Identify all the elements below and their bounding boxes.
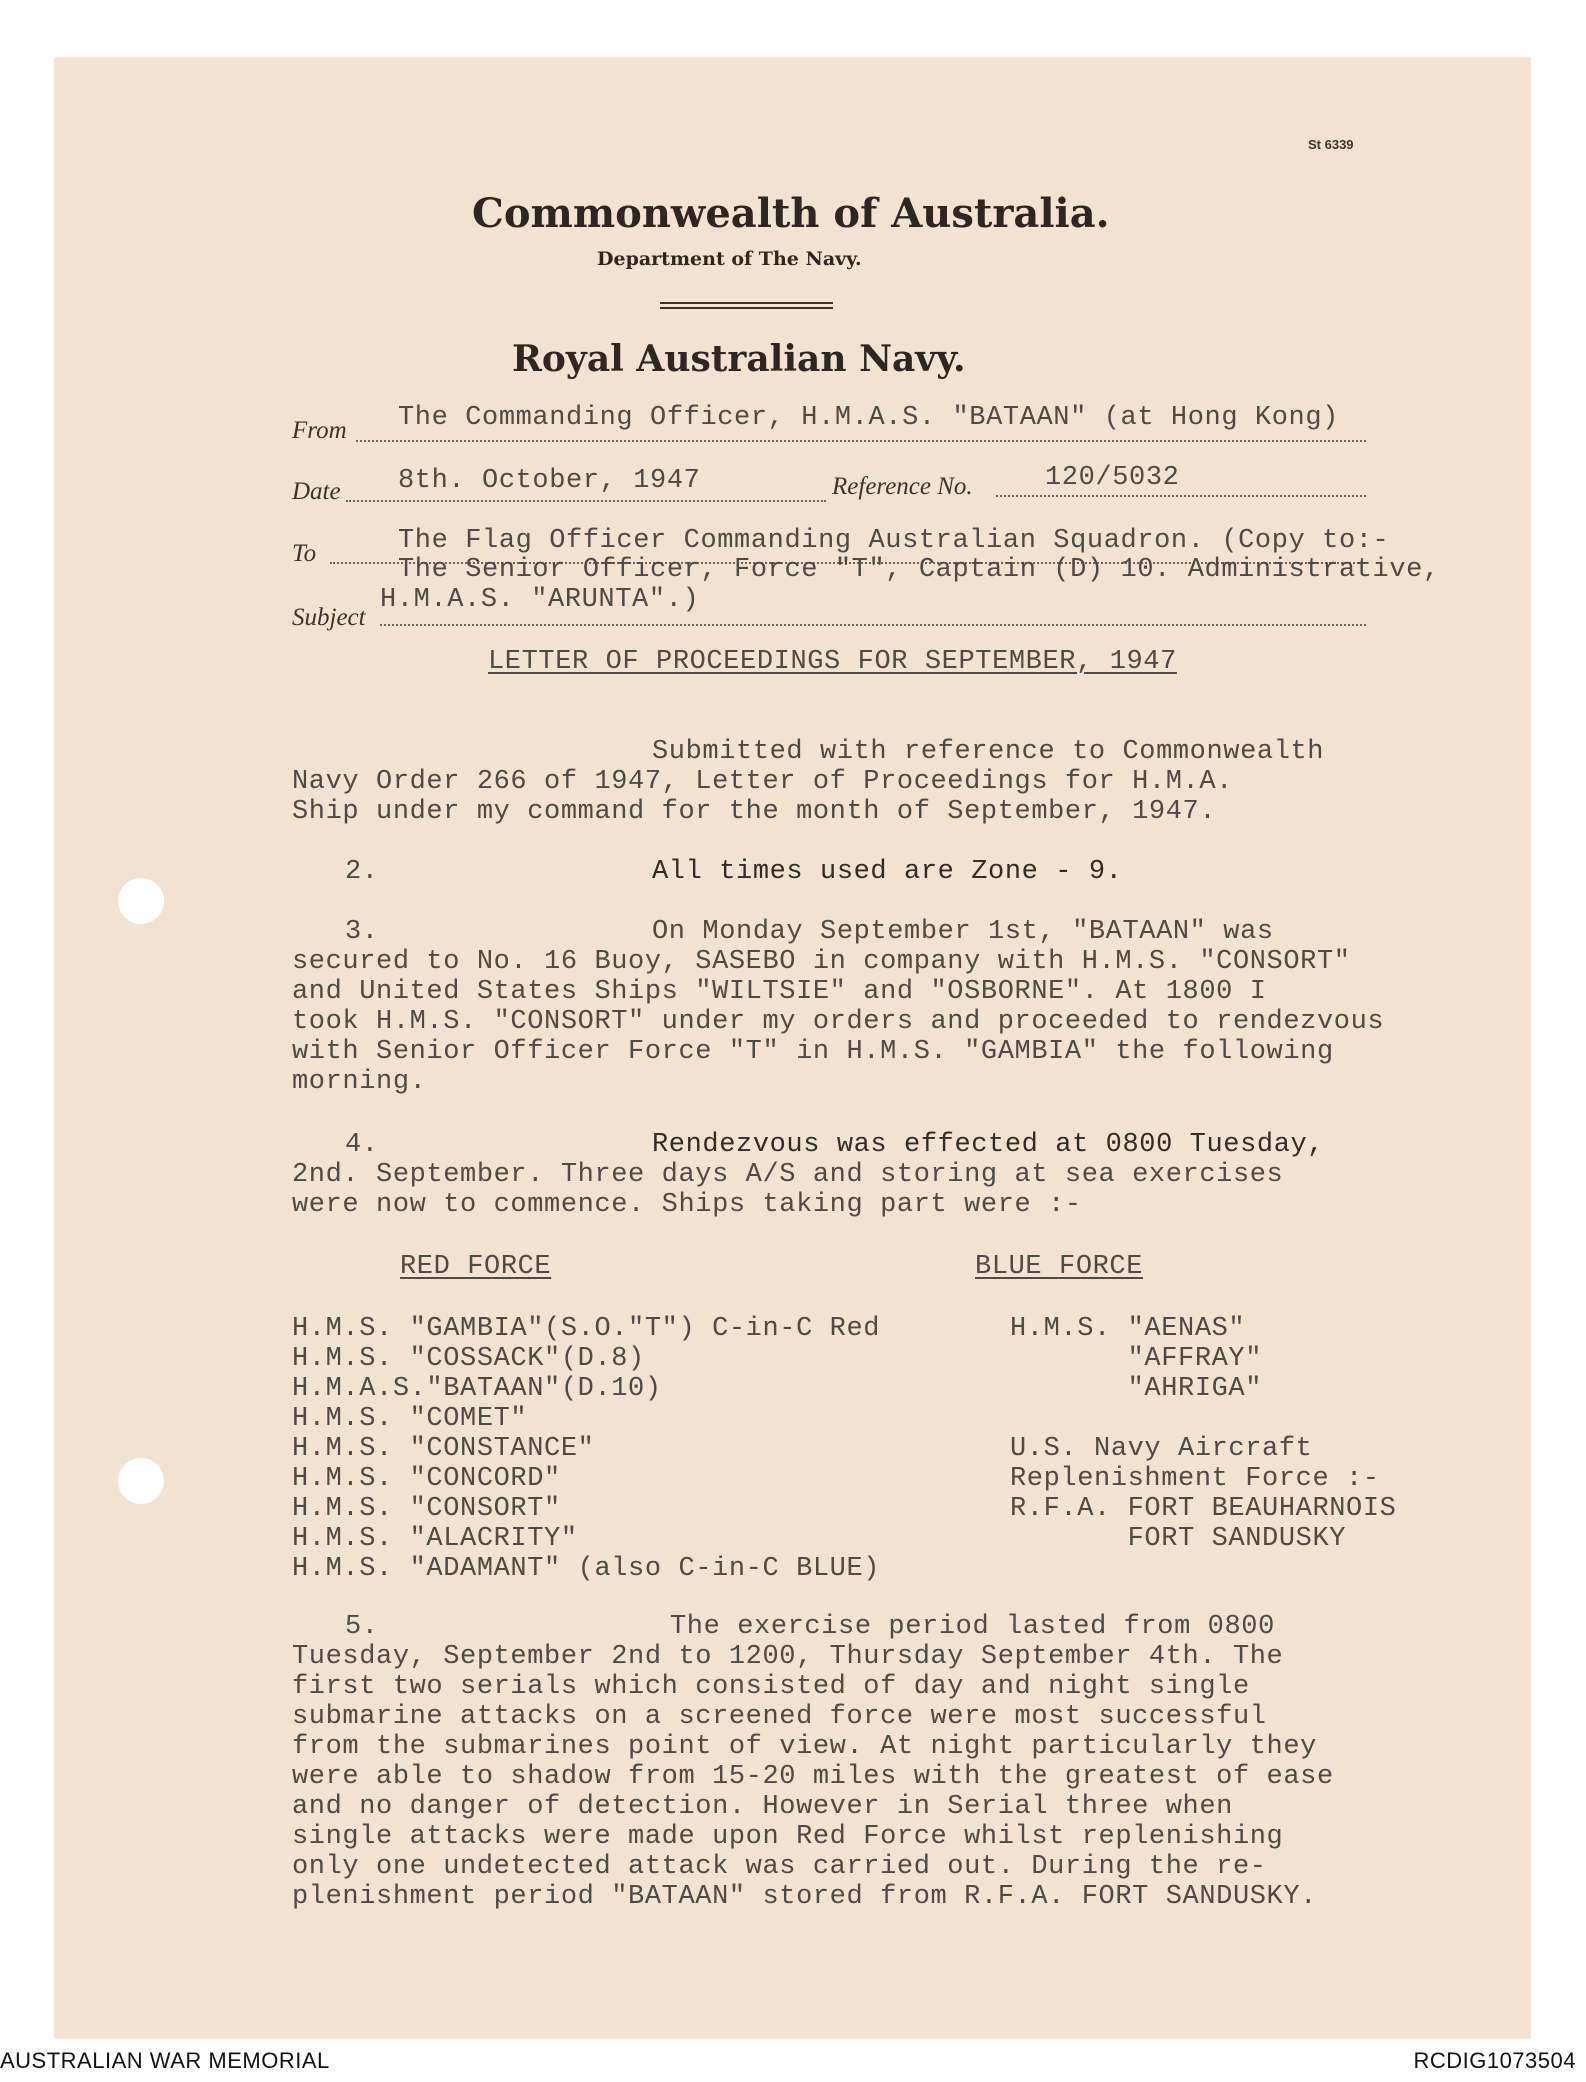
para-5-number: 5. xyxy=(345,1612,379,1642)
red-force-ship: H.M.A.S."BATAAN"(D.10) xyxy=(292,1374,662,1404)
from-value: The Commanding Officer, H.M.A.S. "BATAAN" (at Hong Kong) xyxy=(398,403,1339,433)
punch-hole xyxy=(118,1458,164,1504)
footer-archive-name: AUSTRALIAN WAR MEMORIAL xyxy=(0,2048,330,2073)
blue-force-ship: "AFFRAY" xyxy=(1010,1344,1263,1374)
to-label: To xyxy=(292,540,317,567)
para-4-line: Rendezvous was effected at 0800 Tuesday, xyxy=(652,1130,1325,1160)
date-value: 8th. October, 1947 xyxy=(398,466,701,496)
para-5-line: were able to shadow from 15-20 miles with the greatest of ease xyxy=(292,1762,1334,1792)
para-1-line: Ship under my command for the month of September, 1947. xyxy=(292,797,1217,827)
para-3-line: On Monday September 1st, "BATAAN" was xyxy=(652,917,1274,947)
para-3-number: 3. xyxy=(345,917,379,947)
subject-heading: LETTER OF PROCEEDINGS FOR SEPTEMBER, 1947 xyxy=(488,647,1177,677)
para-2-text: All times used are Zone - 9. xyxy=(652,857,1123,887)
blue-force-ship: R.F.A. FORT BEAUHARNOIS xyxy=(1010,1494,1397,1524)
para-4-line: were now to commence. Ships taking part were :- xyxy=(292,1190,1082,1220)
subject-label: Subject xyxy=(292,604,366,631)
red-force-heading: RED FORCE xyxy=(400,1252,552,1282)
blue-force-heading: BLUE FORCE xyxy=(975,1252,1144,1282)
subject-rule xyxy=(380,624,1366,626)
para-5-line: from the submarines point of view. At night particularly they xyxy=(292,1732,1317,1762)
blue-force-ship: "AHRIGA" xyxy=(1010,1374,1263,1404)
reference-label: Reference No. xyxy=(832,473,973,500)
header-rule xyxy=(660,302,833,309)
para-3-line: with Senior Officer Force "T" in H.M.S. "GAMBIA" the following xyxy=(292,1037,1334,1067)
red-force-ship: H.M.S. "CONSORT" xyxy=(292,1494,561,1524)
para-3-line: and United States Ships "WILTSIE" and "OSBORNE". At 1800 I xyxy=(292,977,1267,1007)
blue-force-ship: FORT SANDUSKY xyxy=(1010,1524,1347,1554)
red-force-ship: H.M.S. "CONSTANCE" xyxy=(292,1434,595,1464)
para-2-number: 2. xyxy=(345,857,379,887)
from-rule xyxy=(356,440,1366,442)
to-line-3: H.M.A.S. "ARUNTA".) xyxy=(380,585,700,615)
footer-record-id: RCDIG1073504 xyxy=(1413,2048,1576,2073)
date-rule xyxy=(346,500,826,502)
reference-rule xyxy=(996,495,1366,497)
para-5-line: first two serials which consisted of day and night single xyxy=(292,1672,1250,1702)
red-force-ship: H.M.S. "ADAMANT" (also C-in-C BLUE) xyxy=(292,1554,881,1584)
red-force-ship: H.M.S. "COSSACK"(D.8) xyxy=(292,1344,645,1374)
blue-force-ship: Replenishment Force :- xyxy=(1010,1464,1380,1494)
para-5-line: only one undetected attack was carried out. During the re- xyxy=(292,1852,1267,1882)
para-5-line: plenishment period "BATAAN" stored from R.F.A. FORT SANDUSKY. xyxy=(292,1882,1317,1912)
para-5-line: submarine attacks on a screened force were most successful xyxy=(292,1702,1267,1732)
from-label: From xyxy=(292,417,347,444)
para-4-number: 4. xyxy=(345,1130,379,1160)
red-force-ship: H.M.S. "GAMBIA"(S.O."T") C-in-C Red xyxy=(292,1314,881,1344)
to-line-1: The Flag Officer Commanding Australian Squadron. (Copy to:- xyxy=(398,526,1390,556)
letterhead-service: Royal Australian Navy. xyxy=(512,338,966,380)
para-3-line: took H.M.S. "CONSORT" under my orders and proceeded to rendezvous xyxy=(292,1007,1385,1037)
para-3-line: morning. xyxy=(292,1067,427,1097)
para-5-line: The exercise period lasted from 0800 xyxy=(670,1612,1275,1642)
punch-hole xyxy=(118,878,164,924)
date-label: Date xyxy=(292,478,341,505)
red-force-ship: H.M.S. "CONCORD" xyxy=(292,1464,561,1494)
red-force-ship: H.M.S. "ALACRITY" xyxy=(292,1524,578,1554)
para-3-line: secured to No. 16 Buoy, SASEBO in company with H.M.S. "CONSORT" xyxy=(292,947,1351,977)
to-line-2: The Senior Officer, Force "T", Captain (D) 10. Administrative, xyxy=(398,555,1440,585)
para-1-line: Submitted with reference to Commonwealth xyxy=(652,737,1325,767)
para-1-line: Navy Order 266 of 1947, Letter of Proceedings for H.M.A. xyxy=(292,767,1233,797)
letterhead-title: Commonwealth of Australia. xyxy=(472,190,1110,237)
letterhead-department: Department of The Navy. xyxy=(597,248,862,270)
red-force-ship: H.M.S. "COMET" xyxy=(292,1404,528,1434)
para-5-line: and no danger of detection. However in Serial three when xyxy=(292,1792,1233,1822)
blue-force-ship: U.S. Navy Aircraft xyxy=(1010,1434,1313,1464)
para-5-line: Tuesday, September 2nd to 1200, Thursday September 4th. The xyxy=(292,1642,1284,1672)
para-5-line: single attacks were made upon Red Force whilst replenishing xyxy=(292,1822,1284,1852)
form-code: St 6339 xyxy=(1308,137,1354,152)
para-4-line: 2nd. September. Three days A/S and storing at sea exercises xyxy=(292,1160,1284,1190)
reference-value: 120/5032 xyxy=(1045,463,1180,493)
blue-force-ship: H.M.S. "AENAS" xyxy=(1010,1314,1246,1344)
